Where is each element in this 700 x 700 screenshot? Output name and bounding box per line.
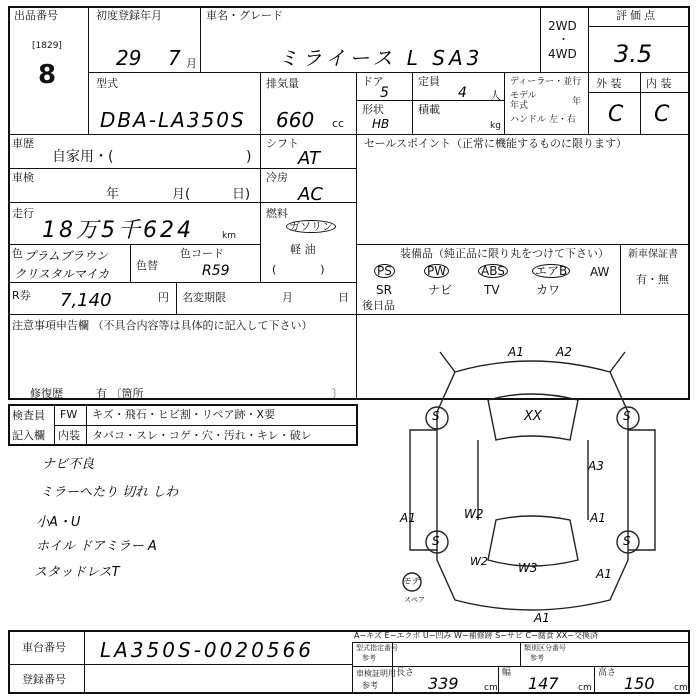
ext-score: C	[608, 102, 624, 127]
drive-4wd: 4WD	[548, 47, 577, 61]
cert-label-2: 参考	[362, 681, 378, 690]
int-label: 内 装	[646, 77, 672, 90]
model-year-label: モデル	[510, 91, 537, 101]
mileage-unit: km	[222, 231, 236, 241]
car-name: ミライース L SA3	[278, 46, 484, 70]
score: 3.5	[614, 40, 653, 68]
cap-unit: 人	[490, 89, 501, 102]
mark-s-fl: S	[432, 409, 440, 423]
history-label: 車歴	[12, 137, 34, 150]
mark-xx: XX	[524, 409, 542, 424]
mark-s-fr: S	[623, 409, 631, 423]
length-unit: cm	[484, 683, 498, 693]
car-name-label: 車名・グレード	[206, 9, 283, 22]
new-warranty-label: 新車保証書	[628, 249, 678, 260]
handwritten-line-2: ミラーへたり 切れ しわ	[40, 485, 179, 500]
year-unit: 年	[572, 97, 582, 107]
mark-w2-rear: W2	[470, 555, 488, 568]
model-label: 型式	[96, 77, 118, 90]
model-year-label2: 年式	[510, 101, 529, 111]
interior-label: 内装	[58, 429, 80, 442]
chassis-label: 車台番号	[22, 641, 66, 654]
inspector-label-2: 記入欄	[12, 429, 45, 442]
load-label: 積載	[418, 103, 440, 116]
name-change-label: 名変期限	[182, 291, 226, 304]
mark-s-rr: S	[623, 534, 631, 548]
load-unit: kg	[490, 121, 501, 131]
width-unit: cm	[578, 683, 592, 693]
score-label: 評価点	[616, 9, 658, 22]
sales-label: セールスポイント（正常に機能するものに限ります）	[364, 137, 628, 150]
equip-pw: PW	[424, 264, 449, 278]
color-name-2: クリスタルマイカ	[14, 267, 110, 281]
new-warranty-value: 有・無	[636, 273, 669, 286]
ref-label-1: 型式指定番号	[356, 644, 398, 652]
drive-dot: ・	[558, 33, 569, 46]
handwritten-line-1: ナビ不良	[42, 457, 95, 472]
chassis-number: LA350S-0020566	[100, 638, 314, 662]
equip-ps: PS	[374, 264, 395, 278]
equip-aw: AW	[590, 265, 610, 279]
color-change-label: 色替	[136, 259, 158, 272]
fuel-label: 燃料	[266, 207, 288, 220]
height-label: 高さ	[598, 668, 617, 678]
lot-label: 出品番号	[14, 9, 58, 22]
mark-a1-bottom: A1	[534, 611, 550, 625]
month-unit: 月	[186, 57, 197, 70]
regno-label: 登録番号	[22, 673, 66, 686]
rcoupon-value: 7,140	[60, 290, 112, 311]
disp-unit: cc	[332, 117, 345, 130]
length-label: 長さ	[396, 668, 415, 678]
width-value: 147	[528, 674, 559, 693]
inspection-label: 車検	[12, 171, 34, 184]
equip-abs: ABS	[478, 264, 508, 278]
handwritten-line-3: 小A・U	[36, 515, 81, 530]
color-name-1: プラムブラウン	[24, 249, 108, 263]
color-label: 色	[12, 247, 23, 260]
shape: HB	[372, 117, 390, 131]
mileage-label: 走行	[12, 207, 34, 220]
mark-a1-top: A1	[508, 345, 524, 359]
mileage: 18万5千624	[42, 218, 194, 243]
equip-tv: TV	[484, 283, 500, 297]
mark-a3: A3	[588, 459, 604, 473]
cap-label: 定員	[418, 75, 440, 88]
fuel-gasoline: ガソリン	[286, 220, 336, 233]
fw-text: キズ・飛石・ヒビ割・リペア跡・X要	[92, 408, 276, 421]
name-change-month: 月	[282, 291, 293, 304]
mark-w3: W3	[518, 561, 538, 575]
lot-number: 8	[38, 60, 57, 90]
equip-leather: カワ	[536, 283, 561, 297]
inspector-label-1: 検査員	[12, 409, 45, 422]
repair-close: 〕	[332, 387, 343, 400]
ref-label-2b: 参考	[530, 654, 544, 662]
spare-tire-note: モデ	[402, 577, 421, 587]
spare-tire-sub: スペア	[404, 596, 425, 604]
color-code-label: 色コード	[180, 247, 224, 260]
fuel-kei: 軽 油	[290, 243, 316, 256]
history-value: 自家用・(	[52, 149, 114, 165]
disp: 660	[276, 108, 315, 132]
fuel-paren: ( )	[272, 263, 325, 276]
damage-legend: A−キズ E−エクボ U−凹み W−補修跡 S−サビ C−腐食 XX−交換済	[354, 631, 598, 640]
drive-2wd: 2WD	[548, 19, 577, 33]
history-close: )	[246, 149, 252, 165]
inspection-day: 日)	[232, 187, 251, 202]
color-code: R59	[202, 263, 230, 279]
equip-sr: SR	[376, 283, 392, 297]
shift-label: シフト	[266, 137, 299, 150]
mark-w2-left: W2	[464, 507, 484, 521]
ext-label: 外 装	[596, 77, 622, 90]
interior-text: タバコ・スレ・コゲ・穴・汚れ・キレ・破レ	[92, 429, 312, 442]
name-change-day: 日	[338, 291, 349, 304]
length-value: 339	[428, 674, 459, 693]
door: 5	[380, 85, 389, 101]
disp-label: 排気量	[266, 77, 299, 90]
first-reg-year: 29	[116, 46, 142, 70]
equip-airbag: エアB	[532, 264, 570, 278]
repair-label: 修復歴	[30, 387, 63, 400]
notes-label: 注意事項申告欄 （不具合内容等は具体的に記入して下さい）	[12, 319, 313, 332]
int-score: C	[654, 102, 670, 127]
handwritten-line-4: ホイル ドアミラー A	[36, 539, 157, 554]
ac-label: 冷房	[266, 171, 288, 184]
ref-label-1b: 参考	[362, 654, 376, 662]
first-reg-label: 初度登録年月	[96, 9, 162, 22]
equip-navi: ナビ	[428, 283, 453, 297]
repair-value: 有 〔箇所	[96, 387, 144, 400]
first-reg-month: 7	[168, 46, 181, 70]
height-value: 150	[624, 674, 655, 693]
mark-a1-right: A1	[590, 511, 606, 525]
mark-a1-rear-right: A1	[596, 567, 612, 581]
after-items-label: 後日品	[362, 299, 395, 312]
shift: AT	[298, 148, 320, 169]
height-unit: cm	[674, 683, 688, 693]
mark-a2-top: A2	[556, 345, 572, 359]
lot-small: [1829]	[32, 41, 62, 51]
dealer-label: ディーラー・並行	[510, 77, 582, 87]
model: DBA-LA350S	[100, 108, 246, 132]
rcoupon-unit: 円	[158, 291, 169, 304]
ref-label-2: 類別区分番号	[524, 644, 566, 652]
handwritten-line-5: スタッドレスT	[34, 565, 120, 580]
cap: 4	[458, 85, 467, 101]
cert-label: 車検証明用	[356, 669, 396, 678]
width-label: 幅	[502, 668, 512, 678]
inspection-month: 月(	[172, 187, 191, 202]
shape-label: 形状	[362, 103, 384, 116]
equip-label: 装備品（純正品に限り丸をつけて下さい）	[400, 247, 609, 260]
rcoupon-label: R券	[12, 289, 31, 302]
inspection-year: 年	[106, 187, 120, 202]
mark-a1-left: A1	[400, 511, 416, 525]
ac: AC	[298, 184, 323, 205]
door-label: ドア	[362, 75, 384, 88]
mark-s-rl: S	[432, 534, 440, 548]
fw-label: FW	[60, 408, 78, 421]
handle-label: ハンドル 左・右	[510, 115, 576, 125]
